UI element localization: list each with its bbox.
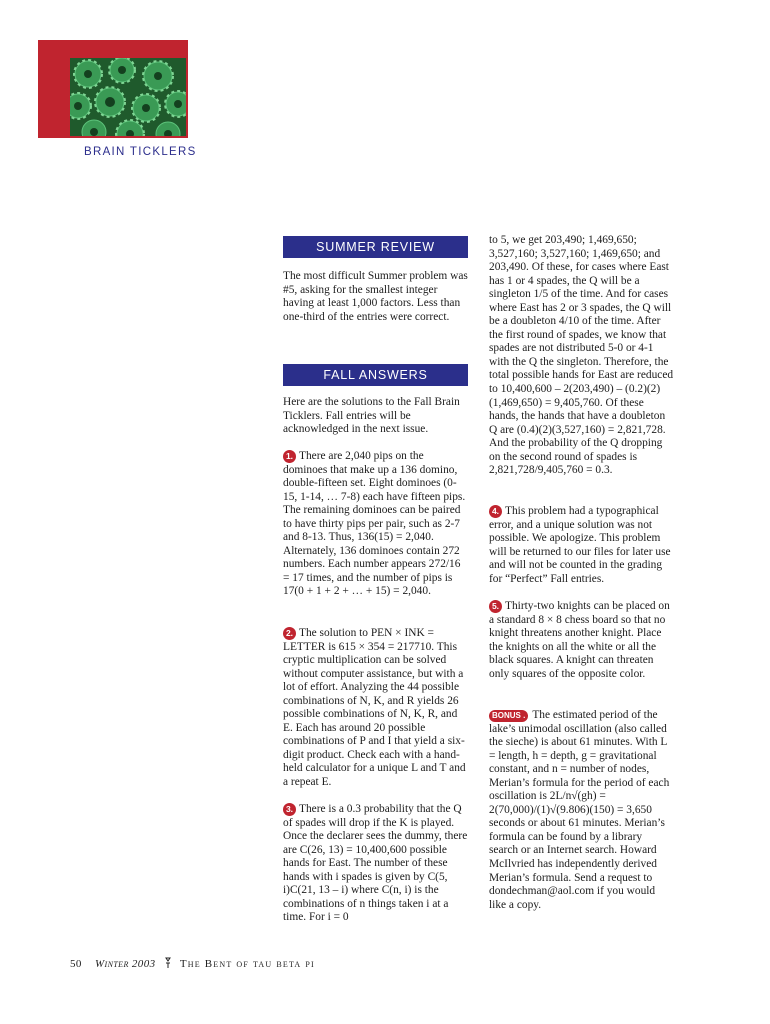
answer-number-badge: 1.	[283, 450, 296, 463]
fall-answers-heading: FALL ANSWERS	[283, 364, 468, 386]
page-footer	[70, 957, 315, 970]
answer-text: to 5, we get 203,490; 1,469,650; 3,527,160; 3,527,160; 1,469,650; and 203,490. Of these, for cases where East has 1 or 4 spades, the Q will be a singleton 1/5 of the time. And for cases where East has 2 or 3 spades, the Q will be a doubleton 4/10 of the time. After the first round of spades, we know that spades are not distributed 5-0 or 4-1 with the Q the singleton. Therefore, the total possible hands for East are reduced to 10,400,600 – 2(203,490) – (0.2)(2)(1,469,650) = 9,405,760. Of these hands, the hands that have a doubleton Q are (0.4)(2)(3,527,160) = 2,821,728. And the probability of the Q dropping on the second round of spades is 2,821,728/9,405,760 = 0.3.	[489, 234, 674, 477]
summer-review-text	[283, 270, 468, 324]
gears-icon	[70, 58, 186, 136]
bonus-badge: BONUS .	[489, 710, 528, 722]
magazine-title: The Bent of tau beta pi	[179, 958, 315, 970]
answer-1	[283, 450, 468, 599]
answer-3-continued	[489, 234, 674, 478]
section-label: BRAIN TICKLERS	[84, 146, 197, 158]
page-number: 50	[70, 958, 82, 970]
answer-number-badge: 2.	[283, 627, 296, 640]
answer-3	[283, 803, 468, 925]
answer-text: There is a 0.3 probability that the Q of spades will drop if the K is played. Once the declarer sees the dummy, there are C(26, 13) = 10,400,600 possible hands for East. The number of these hands with i spades is given by C(5, i)C(21, 13 – i) where C(n, i) is the combinations of n things taken i at a time. For i = 0	[283, 803, 468, 924]
answer-4	[489, 505, 674, 586]
summer-review-paragraph: The most difficult Summer problem was #5, asking for the smallest integer having at least 1,000 factors. Less than one-third of the entries were correct.	[283, 270, 468, 323]
answer-text: Thirty-two knights can be placed on a standard 8 × 8 chess board so that no knight threatens another knight. Place the knights on all the white or all the black squares. A knight can threaten only squares of the opposite color.	[489, 600, 670, 680]
gears-image	[70, 58, 186, 136]
answer-bonus	[489, 709, 674, 912]
answer-text: The estimated period of the lake’s unimodal oscillation (also called the sieche) is about 61 minutes. With L = length, h = depth, g = gravitational constant, and n = number of nodes, Merian’s formula for the period of each oscillation is 2L/n√(gh) = 2(70,000)/(1)√(9.806)(150) = 3,650 seconds or about 61 minutes. Merian’s formula can be found by a library search or an Internet search. Howard McIlvried has independently derived Merian’s formula. Send a request to dondechman@aol.com if you would like a copy.	[489, 709, 670, 911]
tbp-logo-icon	[165, 957, 171, 969]
answer-5	[489, 600, 674, 681]
answer-2	[283, 627, 468, 790]
fall-intro-paragraph: Here are the solutions to the Fall Brain Ticklers. Fall entries will be acknowledged in the next issue.	[283, 396, 460, 436]
answer-text: This problem had a typographical error, and a unique solution was not possible. We apologize. This problem will be returned to our files for later use and will not be counted in the grading for “Perfect” Fall entries.	[489, 505, 671, 585]
answer-text: There are 2,040 pips on the dominoes that make up a 136 domino, double-fifteen set. Eight dominoes (0-15, 1-14, … 7-8) each have fifteen pips. The remaining dominoes can be paired to have thirty pips per pair, such as 2-7 and 8-13. Thus, 136(15) = 2,040. Alternately, 136 dominoes contain 272 numbers. Each number appears 272/16 = 17 times, and the number of pips is 17(0 + 1 + 2 + … + 15) = 2,040.	[283, 450, 466, 598]
summer-review-heading: SUMMER REVIEW	[283, 236, 468, 258]
answer-number-badge: 4.	[489, 505, 502, 518]
issue-label: Winter 2003	[94, 958, 156, 970]
answer-text: The solution to PEN × INK = LETTER is 615 × 354 = 217710. This cryptic multiplication can be solved without computer assistance, but with a lot of effort. Analyzing the 44 possible combinations of N, K, and R yields 26 possible combinations of N, K, R, and E. Each has around 20 possible combinations of P and I that yield a six-digit product. Check each with a hand-held calculator for a unique L and T and a repeat E.	[283, 627, 466, 789]
answer-number-badge: 3.	[283, 803, 296, 816]
fall-answers-intro	[283, 396, 468, 437]
answer-number-badge: 5.	[489, 600, 502, 613]
